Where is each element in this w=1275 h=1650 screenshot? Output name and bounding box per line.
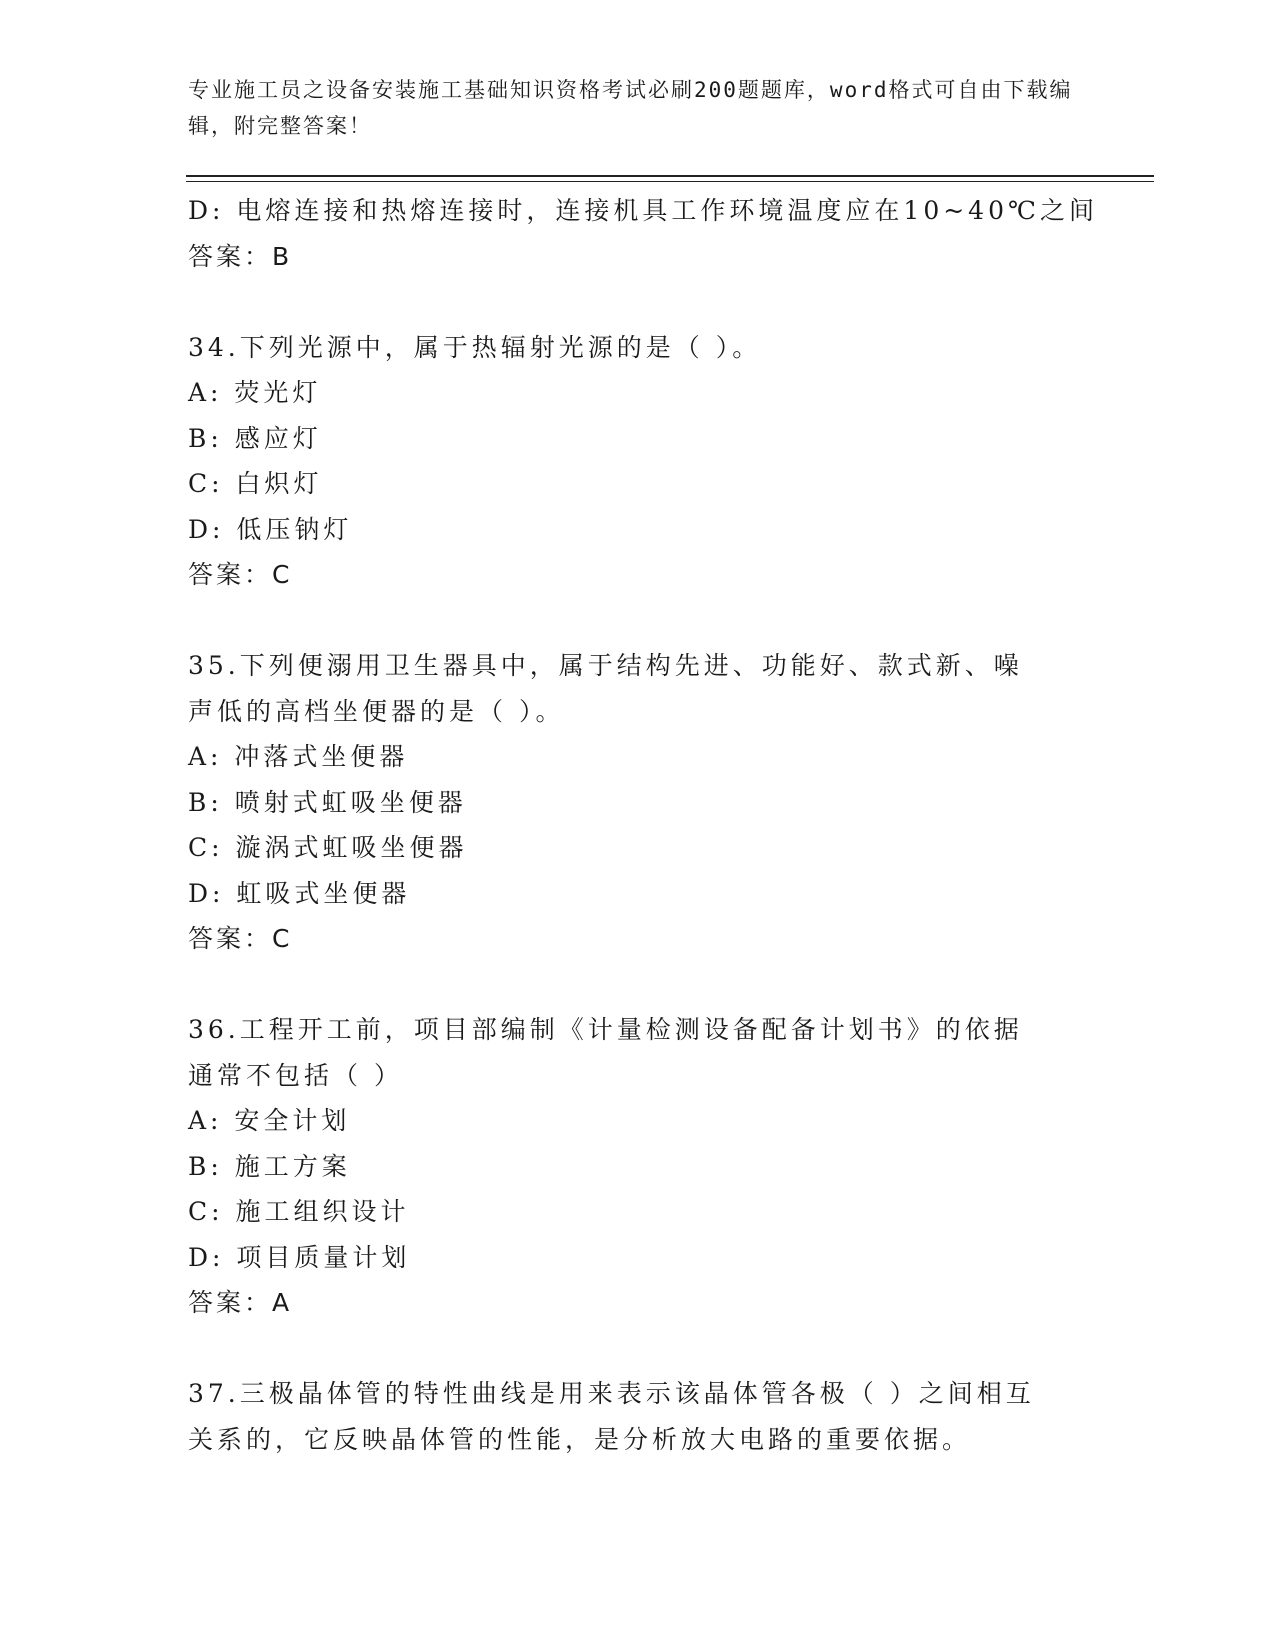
option-a: A: 冲落式坐便器	[188, 742, 409, 771]
question-stem: 35.下列便溺用卫生器具中，属于结构先进、功能好、款式新、噪声低的高档坐便器的是（ ）。	[188, 651, 1023, 726]
option-b: B: 喷射式虹吸坐便器	[188, 787, 467, 817]
header-divider-thick	[186, 175, 1154, 177]
question-stem: 34.下列光源中，属于热辐射光源的是（ ）。	[188, 332, 762, 362]
option-c: C: 施工组织设计	[188, 1197, 410, 1226]
header-divider-thin	[186, 181, 1154, 182]
question-list	[188, 188, 1098, 1462]
option-a: A: 荧光灯	[188, 378, 322, 407]
answer: 答案：B	[188, 241, 293, 271]
document-header: 专业施工员之设备安装施工基础知识资格考试必刷200题题库，word格式可自由下载编辑，附完整答案！	[188, 78, 1073, 138]
option-b: B: 感应灯	[188, 423, 322, 453]
option-c: C: 白炽灯	[188, 469, 323, 498]
option-a: A: 安全计划	[188, 1106, 351, 1135]
question-stem: 37.三极晶体管的特性曲线是用来表示该晶体管各极（ ）之间相互关系的，它反映晶体管的性能，是分析放大电路的重要依据。	[188, 1379, 1035, 1454]
option-b: B: 施工方案	[188, 1151, 351, 1181]
option-d: D: 虹吸式坐便器	[188, 878, 411, 908]
option-d: D: 项目质量计划	[188, 1242, 411, 1272]
answer: 答案：C	[188, 924, 293, 953]
option-c: C: 漩涡式虹吸坐便器	[188, 833, 468, 862]
answer: 答案：A	[188, 1288, 293, 1317]
answer: 答案：C	[188, 560, 293, 589]
option-d: D: 电熔连接和热熔连接时，连接机具工作环境温度应在10~40℃之间	[188, 196, 1098, 225]
option-d: D: 低压钠灯	[188, 514, 353, 544]
question-stem: 36.工程开工前，项目部编制《计量检测设备配备计划书》的依据通常不包括（ ）	[188, 1015, 1023, 1090]
